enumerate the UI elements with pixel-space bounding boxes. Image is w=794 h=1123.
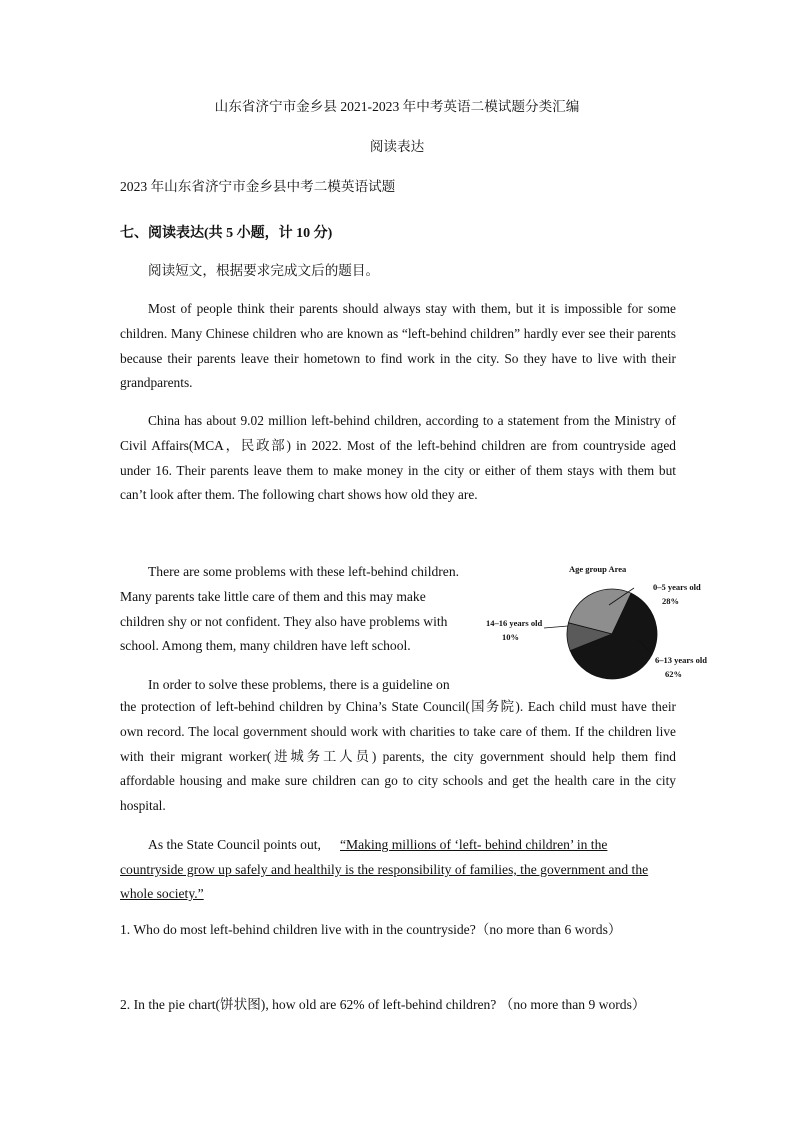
- paragraph-1-block: [120, 297, 676, 396]
- slice-value-14-16: 10%: [502, 632, 519, 642]
- exam-title: 2023 年山东省济宁市金乡县中考二模英语试题: [120, 179, 396, 194]
- paragraph-1: Most of people think their parents should always stay with them, but it is impossible for some children. Many Chinese children who are known as “left-behind children” hardly ever see their parents because their parents leave their hometown to find work in the city. So they have to live with their grandparents.: [120, 301, 676, 391]
- chart-title: Age group Area: [569, 564, 627, 574]
- paragraph-4-block: [120, 695, 676, 819]
- slice-label-14-16: 14–16 years old: [486, 618, 543, 628]
- quote-line-1: “Making millions of ‘left- behind children’ in the: [340, 837, 608, 852]
- paragraph-5-lead: As the State Council points out,: [148, 837, 321, 852]
- paragraph-3-line-2: Many parents take little care of them and this may make: [120, 589, 426, 604]
- paragraph-4-first-line: In order to solve these problems, there is a guideline on: [148, 677, 450, 692]
- question-2: 2. In the pie chart(饼状图), how old are 62% of left-behind children? （no more than 9 words）: [120, 997, 646, 1012]
- doc-subtitle: 阅读表达: [369, 139, 425, 154]
- question-1: 1. Who do most left-behind children live with in the countryside?（no more than 6 words）: [120, 922, 622, 937]
- slice-label-0-5: 0–5 years old: [653, 582, 701, 592]
- slice-value-0-5: 28%: [662, 596, 679, 606]
- doc-title: 山东省济宁市金乡县 2021-2023 年中考英语二模试题分类汇编: [214, 99, 580, 114]
- slice-value-6-13: 62%: [665, 669, 682, 679]
- quote-line-3: whole society.”: [120, 886, 204, 901]
- quote-line-2: countryside grow up safely and healthily is the responsibility of families, the government and the: [120, 862, 649, 877]
- slice-label-6-13: 6–13 years old: [655, 655, 707, 665]
- instruction: 阅读短文，根据要求完成文后的题目。: [148, 263, 380, 278]
- pie-chart: [484, 560, 724, 685]
- section-heading: 七、阅读表达(共 5 小题，计 10 分): [120, 226, 333, 241]
- paragraph-3-line-4: school. Among them, many children have left school.: [120, 638, 411, 653]
- paragraph-4: the protection of left-behind children by China’s State Council(国务院). Each child must have their own record. The local government should work with charities to take care of them. If the children live with their migrant worker(进城务工人员) parents, the city government should help them find affordable housing and make sure children can go to city schools and get the health care in the city hospital.: [120, 699, 676, 814]
- paragraph-3-line-3: children shy or not confident. They also have problems with: [120, 614, 448, 629]
- leader-line-14-16: [544, 626, 568, 628]
- paragraph-3-line-1: There are some problems with these left-behind children.: [148, 564, 460, 579]
- paragraph-2: China has about 9.02 million left-behind children, according to a statement from the Ministry of Civil Affairs(MCA，民政部) in 2022. Most of the left-behind children are from countryside aged under 16. Their parents leave them to make money in the city or either of them stays with them but can’t look after them. The following chart shows how old they are.: [120, 413, 676, 503]
- paragraph-2-block: [120, 409, 676, 508]
